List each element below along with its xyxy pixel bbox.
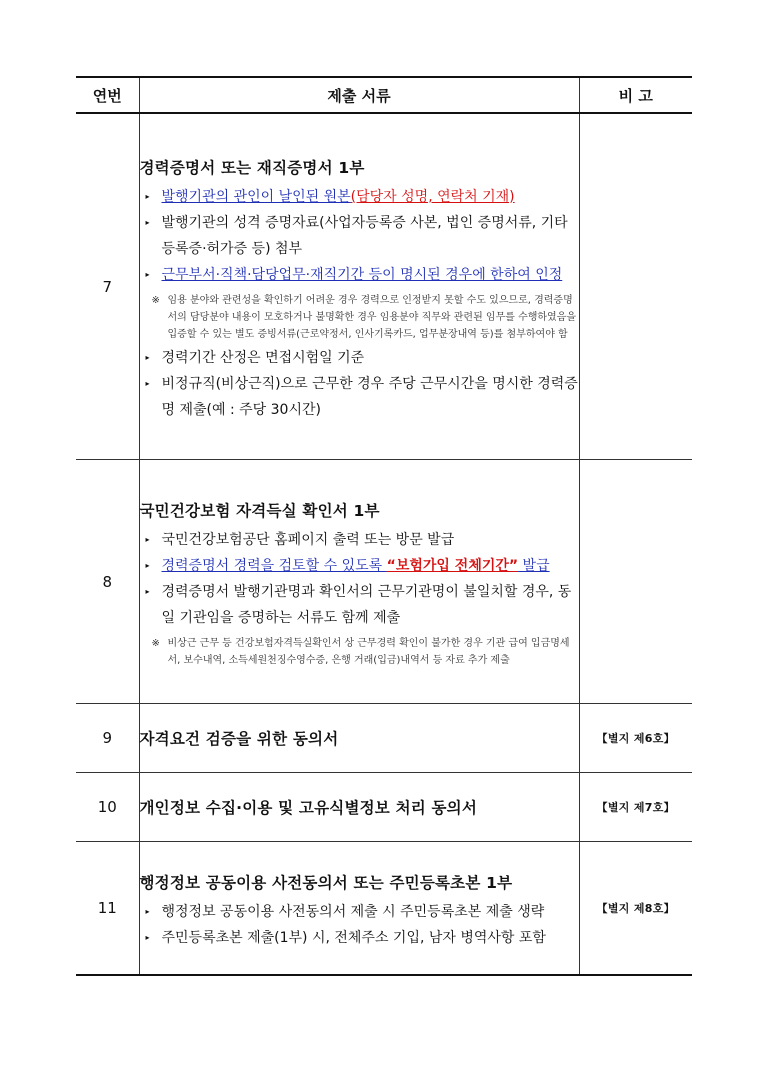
- remark-text: 임용 분야와 관련성을 확인하기 어려운 경우 경력으로 인정받지 못할 수도 있으므로, 경력증명서의 담당분야 내용이 모호하거나 불명확한 경우 임용분야 직무와 관련된 임무를 수행하였음을 입증할 수 있는 별도 증빙서류(근로약정서, 인사기록카드, 업무분장내역 등)를 첨부하여야 함: [167, 295, 577, 340]
- bullet-text: (담당자 성명, 연락처 기재): [350, 189, 515, 205]
- document-title: 자격요건 검증을 위한 동의서: [139, 730, 339, 748]
- bullet-text: “보험가입 전체기간”: [386, 557, 519, 574]
- bullet-text: 주민등록초본 제출(1부) 시, 전체주소 기입, 남자 병역사항 포함: [161, 930, 546, 946]
- remark-marker: ※: [151, 295, 160, 306]
- remark-note: [140, 635, 579, 669]
- remark-marker: ※: [151, 637, 160, 649]
- header-no: 연번: [76, 77, 139, 113]
- bullet-marker: ▸: [145, 933, 150, 942]
- bullet-marker: ▸: [145, 560, 150, 570]
- row-documents: [139, 460, 579, 704]
- table-header-row: [76, 77, 692, 113]
- table-row: [76, 704, 692, 773]
- row-note: [579, 460, 692, 704]
- bullet-text: 근무부서·직책·담당업무·재직기간 등이 명시된 경우에 한하여 인정: [161, 267, 563, 283]
- row-number: 9: [76, 704, 139, 773]
- document-title: 국민건강보험 자격득실 확인서 1부: [139, 501, 380, 520]
- bullet-item: [140, 262, 579, 288]
- row-number: 7: [76, 113, 139, 460]
- document-title: 행정정보 공동이용 사전동의서 또는 주민등록초본 1부: [139, 874, 513, 892]
- bullet-marker: ▸: [145, 907, 150, 916]
- document-title: 개인정보 수집·이용 및 고유식별정보 처리 동의서: [139, 799, 478, 817]
- bullet-text: 발행기관의 성격 증명자료(사업자등록증 사본, 법인 증명서류, 기타 등록증·허가증 등) 첨부: [161, 215, 568, 257]
- row-documents: [139, 113, 579, 460]
- document-title: 경력증명서 또는 재직증명서 1부: [139, 159, 365, 177]
- bullet-text: 발급: [518, 557, 550, 574]
- table-row: [76, 113, 692, 460]
- bullet-item: [140, 925, 579, 951]
- bullet-text: 행정정보 공동이용 사전동의서 제출 시 주민등록초본 제출 생략: [161, 904, 545, 920]
- remark-text: 비상근 근무 등 건강보험자격득실확인서 상 근무경력 확인이 불가한 경우 기관 급여 입금명세서, 보수내역, 소득세원천징수영수증, 은행 거래(입금)내역서 등 자료 추가 제출: [167, 637, 570, 666]
- bullet-item: [140, 371, 579, 423]
- bullet-marker: ▸: [145, 353, 150, 362]
- header-note: 비 고: [579, 77, 692, 113]
- row-documents: [139, 704, 579, 773]
- bullet-marker: ▸: [145, 218, 150, 227]
- row-note: 【별지 제7호】: [579, 773, 692, 842]
- bullet-marker: ▸: [145, 379, 150, 388]
- bullet-item: [140, 184, 579, 210]
- row-note: 【별지 제8호】: [579, 842, 692, 976]
- row-number: 8: [76, 460, 139, 704]
- bullet-item: [140, 553, 579, 579]
- bullet-item: [140, 579, 579, 631]
- row-documents: [139, 842, 579, 976]
- table-row: [76, 842, 692, 976]
- row-documents: [139, 773, 579, 842]
- bullet-text: 경력증명서 경력을 검토할 수 있도록: [161, 557, 387, 574]
- bullet-marker: ▸: [145, 586, 150, 596]
- bullet-item: [140, 210, 579, 262]
- row-note: [579, 113, 692, 460]
- bullet-marker: ▸: [145, 270, 150, 279]
- bullet-text: 발행기관의 관인이 날인된 원본: [161, 189, 351, 205]
- bullet-marker: ▸: [145, 192, 150, 201]
- bullet-text: 경력증명서 발행기관명과 확인서의 근무기관명이 불일치할 경우, 동일 기관임을 증명하는 서류도 함께 제출: [161, 583, 572, 626]
- bullet-marker: ▸: [145, 534, 150, 544]
- documents-table: [76, 76, 692, 976]
- bullet-item: [140, 345, 579, 371]
- row-note: 【별지 제6호】: [579, 704, 692, 773]
- bullet-item: [140, 899, 579, 925]
- row-number: 11: [76, 842, 139, 976]
- table-row: [76, 773, 692, 842]
- bullet-item: [140, 527, 579, 553]
- bullet-text: 경력기간 산정은 면접시험일 기준: [161, 350, 365, 366]
- remark-note: [140, 292, 579, 343]
- bullet-text: 국민건강보험공단 홈페이지 출력 또는 방문 발급: [161, 531, 455, 548]
- table-row: [76, 460, 692, 704]
- header-docs: 제출 서류: [139, 77, 579, 113]
- bullet-text: 비정규직(비상근직)으로 근무한 경우 주당 근무시간을 명시한 경력증명 제출(예 : 주당 30시간): [161, 376, 578, 418]
- row-number: 10: [76, 773, 139, 842]
- table-body: [76, 113, 692, 975]
